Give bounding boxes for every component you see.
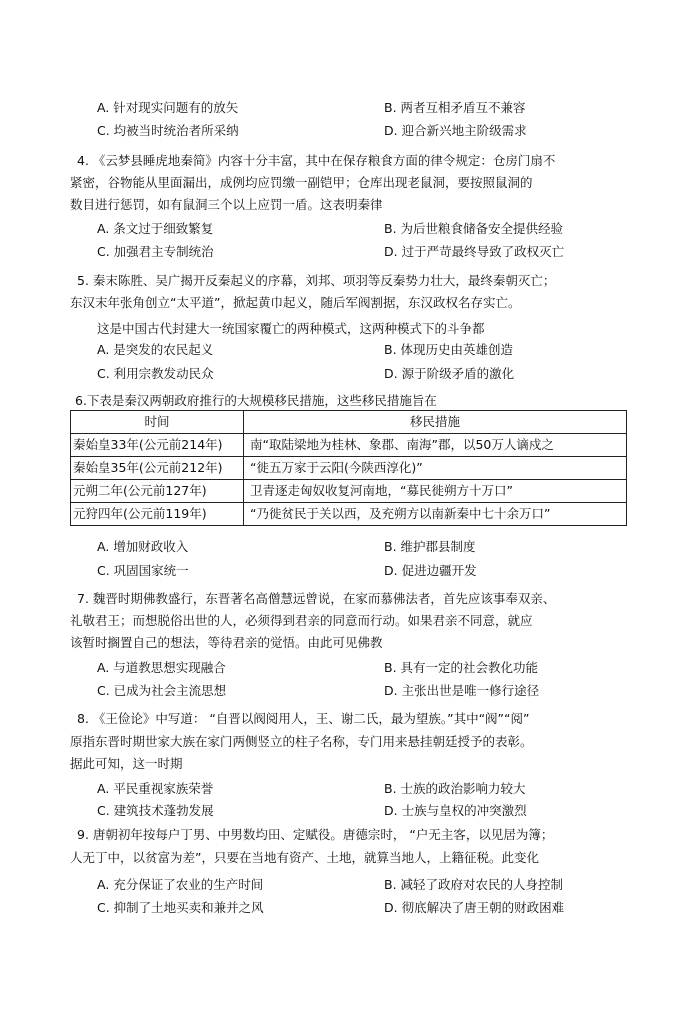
q4-option-a: A. 条文过于细致繁复: [97, 221, 214, 236]
table-cell-time: 秦始皇33年(公元前214年): [71, 434, 244, 457]
q5-option-b: B. 体现历史由英雄创造: [384, 342, 514, 357]
table-cell-time: 元朔二年(公元前127年): [71, 480, 244, 503]
q9-option-c: C. 抑制了土地买卖和兼并之风: [97, 900, 264, 915]
q6-option-b: B. 维护郡县制度: [384, 539, 476, 554]
q7-stem-line1: 7. 魏晋时期佛教盛行，东晋著名高僧慧远曾说，在家而慕佛法者，首先应该事奉双亲、: [77, 591, 556, 606]
q5-option-a: A. 是突发的农民起义: [97, 342, 214, 357]
table-row: [71, 457, 627, 480]
table-header-time: 时间: [71, 411, 244, 434]
table-cell-measure: 卫青逐走匈奴收复河南地，“募民徙朔方十万口”: [244, 480, 627, 503]
q8-stem-line3: 据此可知，这一时期: [70, 756, 183, 771]
q8-stem-line1: 8. 《王俭论》中写道： “自晋以阀阅用人，王、谢二氏，最为望族。”其中“阀”“阅”: [77, 711, 530, 726]
q3-option-a: A. 针对现实问题有的放矢: [97, 100, 239, 115]
q6-stem-line1: 6.下表是秦汉两朝政府推行的大规模移民措施，这些移民措施旨在: [75, 393, 437, 408]
table-cell-measure: 南“取陆梁地为桂林、象郡、南海”郡，以50万人谪戍之: [244, 434, 627, 457]
q9-option-b: B. 减轻了政府对农民的人身控制: [384, 877, 564, 892]
q4-stem-line3: 数目进行惩罚，如有鼠洞三个以上应罚一盾。这表明秦律: [70, 197, 383, 212]
q7-option-c: C. 已成为社会主流思想: [97, 683, 227, 698]
q5-option-d: D. 源于阶级矛盾的激化: [384, 366, 515, 381]
q9-stem-line2: 人无丁中，以贫富为差”，只要在当地有资产、土地，就算当地人，上籍征税。此变化: [70, 850, 539, 865]
q8-option-b: B. 士族的政治影响力较大: [384, 781, 526, 796]
table-cell-time: 秦始皇35年(公元前212年): [71, 457, 244, 480]
migration-table: [70, 410, 627, 526]
q7-stem-line2: 礼敬君王；而想脱俗出世的人，必须得到君亲的同意而行动。如果君亲不同意，就应: [70, 613, 533, 628]
q4-option-d: D. 过于严苛最终导致了政权灭亡: [384, 244, 565, 259]
q6-option-c: C. 巩固国家统一: [97, 563, 189, 578]
table-row: [71, 434, 627, 457]
q7-stem-line3: 该暂时搁置自己的想法，等待君亲的觉悟。由此可见佛教: [70, 635, 383, 650]
table-cell-time: 元狩四年(公元前119年): [71, 503, 244, 526]
q8-option-a: A. 平民重视家族荣誉: [97, 781, 214, 796]
q6-option-d: D. 促进边疆开发: [384, 563, 477, 578]
q3-option-d: D. 迎合新兴地主阶级需求: [384, 123, 527, 138]
q9-option-a: A. 充分保证了农业的生产时间: [97, 877, 264, 892]
q6-option-a: A. 增加财政收入: [97, 539, 189, 554]
q5-stem-line2: 东汉末年张角创立“太平道”，掀起黄巾起义，随后军阀割据，东汉政权名存实亡。: [70, 295, 521, 310]
q7-option-a: A. 与道教思想实现融合: [97, 660, 226, 675]
q5-option-c: C. 利用宗教发动民众: [97, 366, 214, 381]
table-cell-measure: “乃徙贫民于关以西，及充朔方以南新秦中七十余万口”: [244, 503, 627, 526]
q8-option-c: C. 建筑技术蓬勃发展: [97, 803, 214, 818]
q8-stem-line2: 原指东晋时期世家大族在家门两侧竖立的柱子名称，专门用来悬挂朝廷授予的表彰。: [70, 734, 533, 749]
q9-stem-line1: 9. 唐朝初年按每户丁男、中男数均田、定赋役。唐德宗时， “户无主客，以见居为簿；: [77, 827, 554, 842]
table-cell-measure: “徙五万家于云阳(今陕西淳化)”: [244, 457, 627, 480]
q4-stem-line2: 紧密，谷物能从里面漏出，成例均应罚缴一副铠甲；仓库出现老鼠洞，要按照鼠洞的: [70, 175, 533, 190]
table-header-measure: 移民措施: [244, 411, 627, 434]
q7-option-b: B. 具有一定的社会教化功能: [384, 660, 539, 675]
q8-option-d: D. 士族与皇权的冲突激烈: [384, 803, 527, 818]
q7-option-d: D. 主张出世是唯一修行途径: [384, 683, 540, 698]
q3-option-b: B. 两者互相矛盾互不兼容: [384, 100, 526, 115]
table-header-row: [71, 411, 627, 434]
q4-option-c: C. 加强君主专制统治: [97, 244, 214, 259]
q9-option-d: D. 彻底解决了唐王朝的财政困难: [384, 900, 565, 915]
q5-stem-line3: 这是中国古代封建大一统国家覆亡的两种模式，这两种模式下的斗争都: [97, 321, 485, 336]
q4-stem-line1: 4. 《云梦县睡虎地秦简》内容十分丰富，其中在保存粮食方面的律令规定：仓房门扇不: [77, 153, 556, 168]
q4-option-b: B. 为后世粮食储备安全提供经验: [384, 221, 564, 236]
table-row: [71, 503, 627, 526]
q5-stem-line1: 5. 秦末陈胜、吴广揭开反秦起义的序幕，刘邦、项羽等反秦势力壮大，最终秦朝灭亡；: [77, 273, 556, 288]
table-row: [71, 480, 627, 503]
q3-option-c: C. 均被当时统治者所采纳: [97, 123, 239, 138]
